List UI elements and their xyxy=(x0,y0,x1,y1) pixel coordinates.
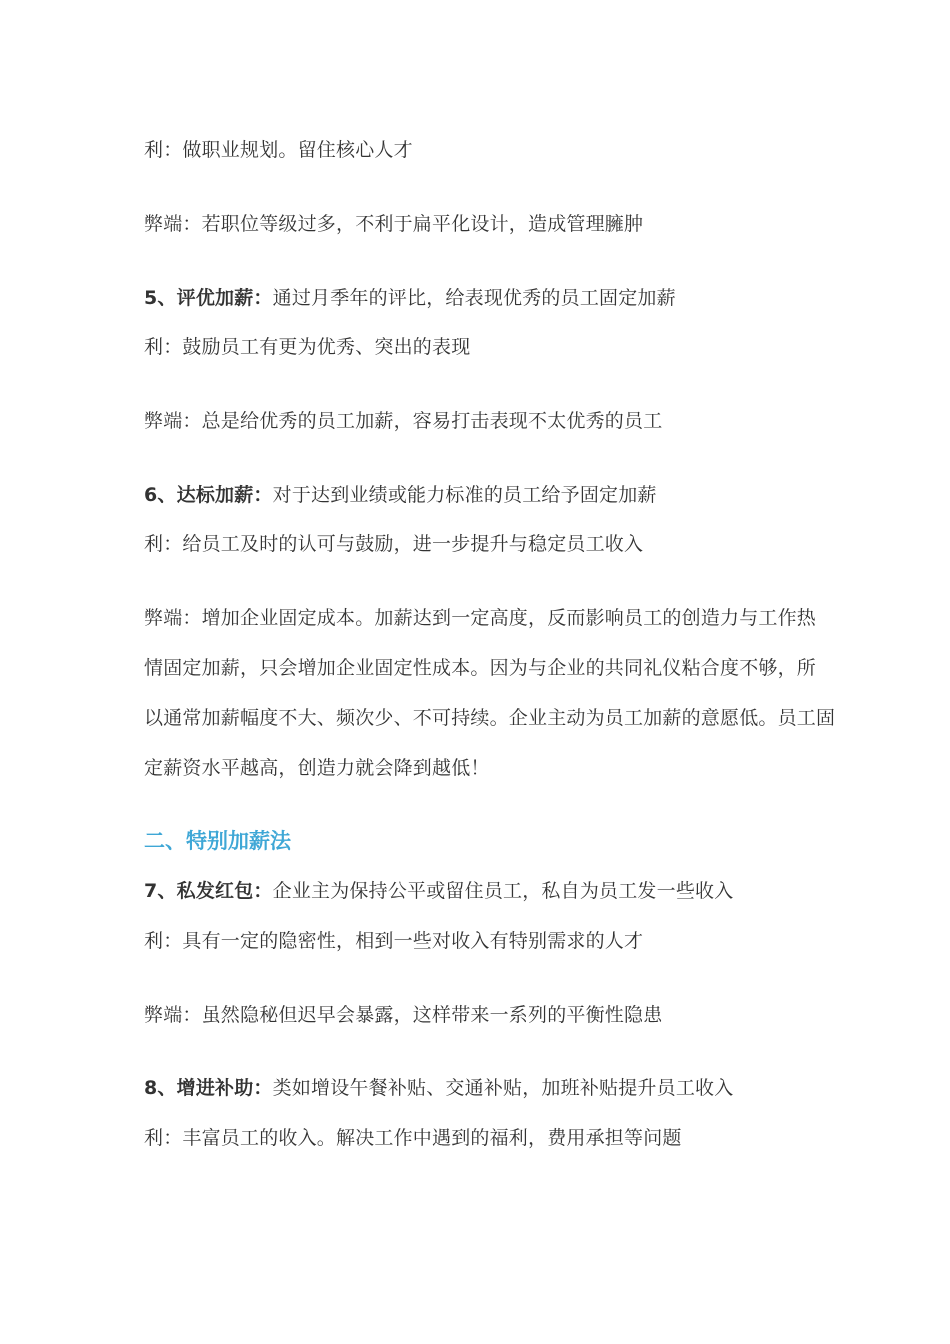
paragraph-line xyxy=(144,1001,810,1029)
line-text: 利：丰富员工的收入。解决工作中遇到的福利，费用承担等问题 xyxy=(144,1127,682,1149)
line-text: 对于达到业绩或能力标准的员工给予固定加薪 xyxy=(272,484,657,506)
item-lead: 6、达标加薪： xyxy=(144,484,273,506)
paragraph-line xyxy=(144,333,810,361)
item-lead: 8、增进补助： xyxy=(144,1077,273,1099)
line-text: 通过月季年的评比，给表现优秀的员工固定加薪 xyxy=(272,287,676,309)
item-heading-line xyxy=(144,284,810,312)
item-heading-line xyxy=(144,1074,810,1102)
item-heading-line xyxy=(144,877,810,905)
line-text: 以通常加薪幅度不大、频次少、不可持续。企业主动为员工加薪的意愿低。员工固 xyxy=(144,707,836,729)
line-text: 弊端：增加企业固定成本。加薪达到一定高度，反而影响员工的创造力与工作热 xyxy=(144,607,817,629)
line-text: 弊端：总是给优秀的员工加薪，容易打击表现不太优秀的员工 xyxy=(144,410,663,432)
paragraph-line xyxy=(144,530,810,558)
paragraph-line xyxy=(144,210,810,238)
line-text: 利：鼓励员工有更为优秀、突出的表现 xyxy=(144,336,471,358)
paragraph-line xyxy=(144,407,810,435)
line-text: 弊端：虽然隐秘但迟早会暴露，这样带来一系列的平衡性隐患 xyxy=(144,1004,663,1026)
paragraph-line xyxy=(144,704,836,732)
line-text: 弊端：若职位等级过多，不利于扁平化设计，造成管理臃肿 xyxy=(144,213,644,235)
line-text: 类如增设午餐补贴、交通补贴，加班补贴提升员工收入 xyxy=(272,1077,734,1099)
paragraph-line xyxy=(144,654,817,682)
paragraph-line xyxy=(144,1124,810,1152)
line-text: 定薪资水平越高，创造力就会降到越低！ xyxy=(144,757,490,779)
paragraph-line xyxy=(144,927,810,955)
line-text: 企业主为保持公平或留住员工，私自为员工发一些收入 xyxy=(272,880,734,902)
section-heading: 二、特别加薪法 xyxy=(144,829,291,853)
line-text: 利：做职业规划。留住核心人才 xyxy=(144,139,413,161)
item-lead: 5、评优加薪： xyxy=(144,287,273,309)
item-lead: 7、私发红包： xyxy=(144,880,273,902)
line-text: 利：具有一定的隐密性，相到一些对收入有特别需求的人才 xyxy=(144,930,644,952)
paragraph-line xyxy=(144,604,817,632)
line-text: 情固定加薪，只会增加企业固定性成本。因为与企业的共同礼仪粘合度不够，所 xyxy=(144,657,817,679)
line-text: 利：给员工及时的认可与鼓励，进一步提升与稳定员工收入 xyxy=(144,533,644,555)
paragraph-line xyxy=(144,136,810,164)
item-heading-line xyxy=(144,481,810,509)
paragraph-line xyxy=(144,754,810,782)
